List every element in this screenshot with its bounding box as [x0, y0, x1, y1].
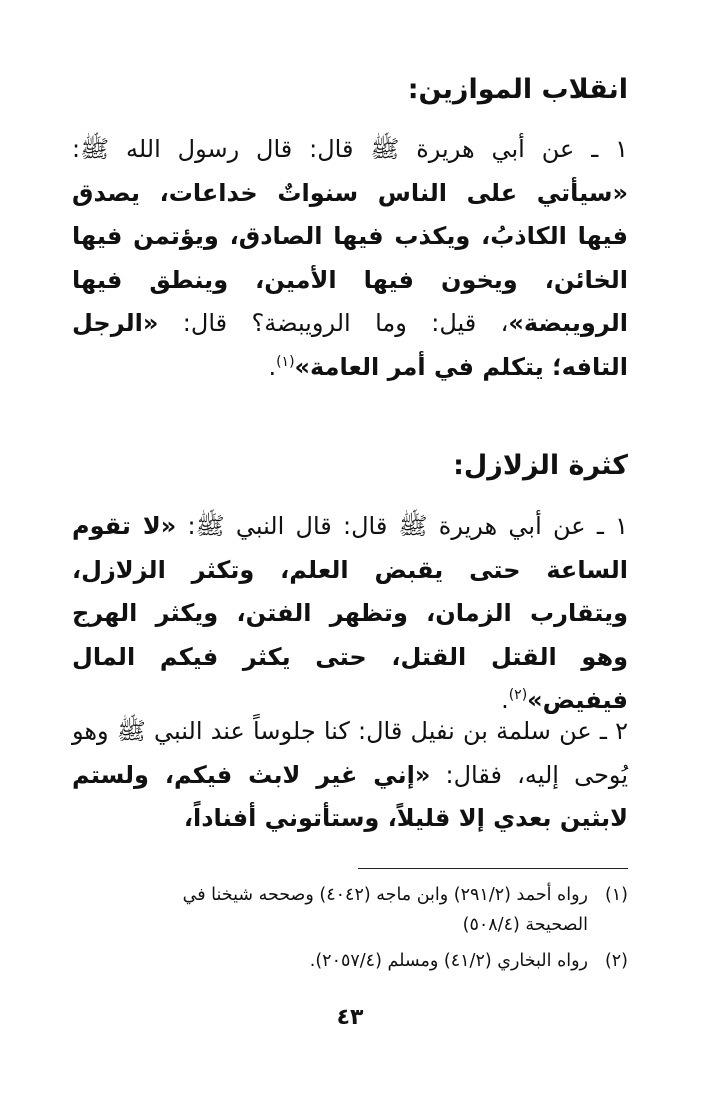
narration-intro: ١ ـ عن أبي هريرة ﷺ قال: قال النبي ﷺ:	[176, 512, 628, 540]
document-page	[72, 0, 628, 1104]
hadith-text: «إني غير لابث فيكم، ولستم لابثين بعدي إلا قليلاً، وستأتوني أفناداً،	[72, 760, 628, 832]
hadith-text: «لا تقوم الساعة حتى يقبض العلم، وتكثر الزلازل، ويتقارب الزمان، وتظهر الفتن، ويكثر الهرج وهو القتل القتل، حتى يكثر فيكم المال فيفيض»	[72, 512, 628, 714]
hadith-answer: «الرجل التافه؛ يتكلم في أمر العامة»	[72, 309, 628, 381]
footnote-2	[72, 946, 628, 976]
sentence-end: .	[501, 686, 509, 714]
page-number: ٤٣	[336, 1005, 364, 1030]
footnote-ref-2: (٢)	[508, 687, 528, 703]
footnote-number: (٢)	[604, 951, 628, 971]
sentence-end: .	[268, 352, 277, 381]
hadith-paragraph-1	[72, 128, 628, 389]
footnote-ref-1: (١)	[276, 353, 295, 370]
footnote-text: رواه أحمد (٢٩١/٢) وابن ماجه (٤٠٤٢) وصححه شيخنا في	[182, 885, 588, 905]
section-heading-scales-inverted: انقلاب الموازين:	[407, 74, 628, 105]
hadith-paragraph-2	[72, 505, 628, 723]
narration-intro: ١ ـ عن أبي هريرة ﷺ قال: قال رسول الله ﷺ:	[72, 135, 628, 163]
hadith-paragraph-3	[72, 710, 628, 841]
footnote-divider	[358, 868, 628, 869]
narration-question: ، قيل: وما الرويبضة؟ قال:	[158, 309, 509, 337]
footnote-text-continued: الصحيحة (٥٠٨/٤)	[462, 915, 588, 935]
footnote-text: رواه البخاري (٤١/٢) ومسلم (٢٠٥٧/٤).	[309, 951, 588, 971]
hadith-text: «سيأتي على الناس سنواتٌ خداعات، يصدق فيها الكاذبُ، ويكذب فيها الصادق، ويؤتمن فيها الخائن، ويخون فيها الأمين، وينطق فيها الرويبضة»	[72, 178, 628, 337]
section-heading-earthquakes: كثرة الزلازل:	[453, 450, 628, 481]
narration-intro: ٢ ـ عن سلمة بن نفيل قال: كنا جلوساً عند النبي ﷺ وهو يُوحى إليه، فقال:	[72, 717, 629, 789]
footnote-number: (١)	[604, 885, 628, 905]
footnote-1	[72, 880, 628, 940]
